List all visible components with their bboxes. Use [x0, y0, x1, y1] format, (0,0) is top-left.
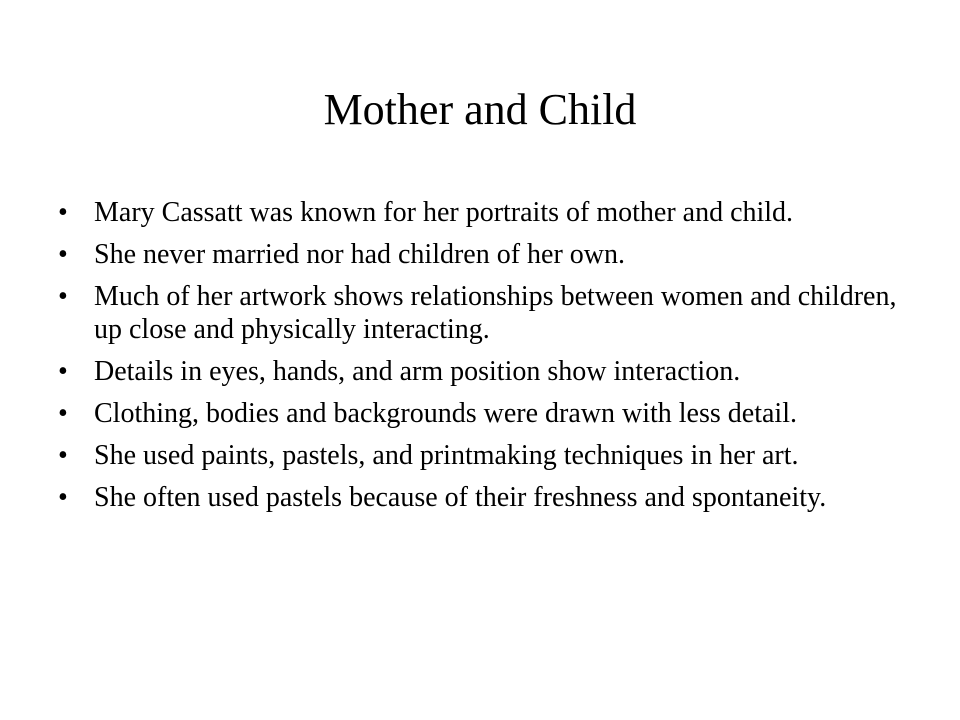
bullet-marker: •	[58, 482, 68, 513]
bullet-text: Details in eyes, hands, and arm position show interaction.	[94, 356, 741, 387]
bullet-item	[58, 481, 918, 514]
bullet-marker: •	[58, 239, 68, 270]
slide-title: Mother and Child	[323, 85, 637, 134]
bullet-marker: •	[58, 398, 68, 429]
bullet-item	[58, 397, 918, 430]
bullet-item	[58, 196, 918, 229]
bullet-marker: •	[58, 356, 68, 387]
bullet-marker: •	[58, 440, 68, 471]
bullet-text: She often used pastels because of their freshness and spontaneity.	[94, 482, 827, 513]
bullet-text: Much of her artwork shows relationships between women and children, up close and physically interacting.	[94, 281, 897, 345]
bullet-text: Clothing, bodies and backgrounds were drawn with less detail.	[94, 398, 797, 429]
bullet-marker: •	[58, 281, 68, 312]
bullet-item	[58, 280, 918, 346]
bullet-text: She used paints, pastels, and printmaking techniques in her art.	[94, 440, 799, 471]
bullet-item	[58, 355, 918, 388]
bullet-item	[58, 238, 918, 271]
bullet-text: Mary Cassatt was known for her portraits of mother and child.	[94, 197, 794, 228]
bullet-list	[58, 196, 918, 523]
bullet-item	[58, 439, 918, 472]
bullet-marker: •	[58, 197, 68, 228]
bullet-text: She never married nor had children of her own.	[94, 239, 626, 270]
